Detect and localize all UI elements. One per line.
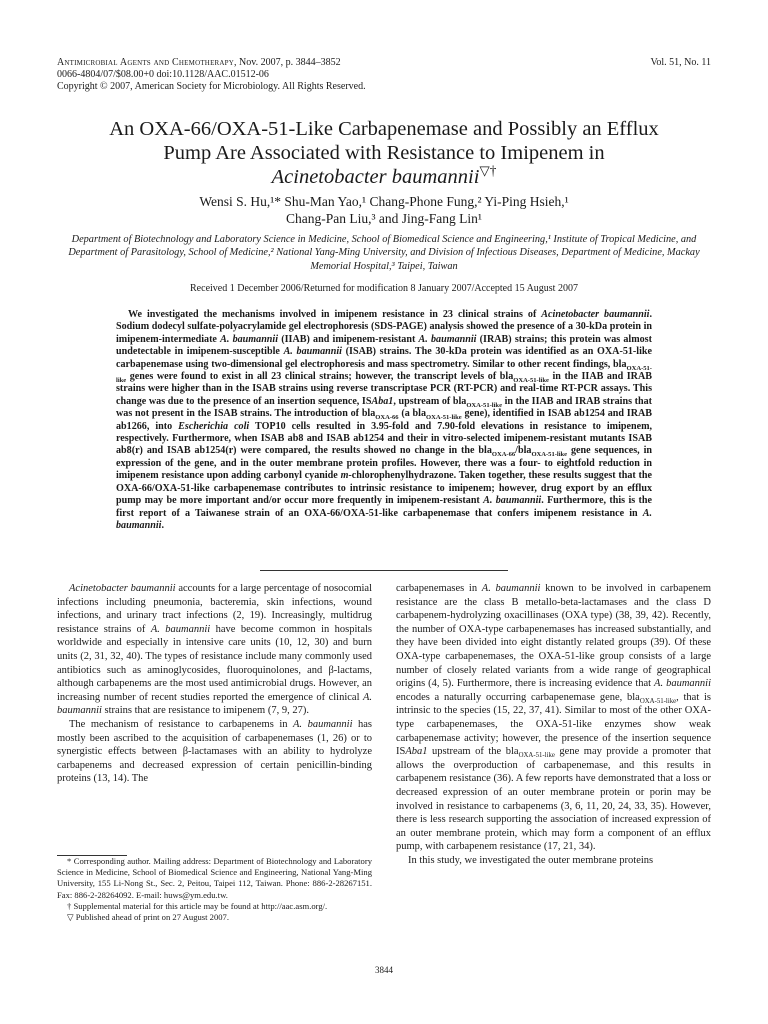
- body-text: has mostly been ascribed to the acquisition of carbapenemases (1, 26) or to synergistic effects between β-lactamases with an ability to hydrolyze carbapenems and decreased expression of certain penicillin-binding proteins (13, 14). The: [57, 718, 372, 785]
- abstract-species: A. baumannii: [483, 495, 542, 507]
- author-list: [100, 193, 668, 227]
- running-header: [57, 57, 366, 92]
- species-name: Aba1: [405, 746, 428, 758]
- body-text: , that is intrinsic to the species (15, 22, 37, 41). Similar to most of the other OXA-type carbapenemases, the OXA-51-like enzymes show weak carbapenemase activity; however, the presence of the insertion sequence IS: [396, 691, 711, 758]
- abstract-text: -chlorophenylhydrazone. Taken together, these results suggest that the OXA-66/OXA-51-like carbapenemase contributes to intrinsic resistance to imipenem; however, drug export by an efflux pump may be more important and/or occur more frequently in imipenem-resistant: [116, 470, 653, 507]
- body-text: gene may provide a promoter that allows the overproduction of carbapenemase, and this results in carbapenem resistance (36). A few reports have demonstrated that a loss or decreased expression of an outer membrane protein or porin may be involved in resistance to carbapenems (3, 6, 11, 20, 24, 33, 35). However, there is less research supporting the association of increased expression of an outer membrane protein, which may form a component of an efflux pump, with carbapenem resistance (17, 21, 34).: [396, 746, 711, 853]
- footnotes: [57, 856, 372, 923]
- authors-line-1: Wensi S. Hu,¹* Shu-Man Yao,¹ Chang-Phone Fung,² Yi-Ping Hsieh,¹: [199, 194, 569, 209]
- abstract-text: .: [161, 519, 164, 531]
- abstract-text: gene), identified in ISAB ab1254 and IRAB ab1266, into: [116, 408, 653, 432]
- abstract-species: A. baumannii: [116, 507, 652, 531]
- abstract-divider: [260, 570, 508, 571]
- body-text: The mechanism of resistance to carbapenems in: [69, 718, 294, 730]
- abstract-species: Escherichia coli: [178, 420, 250, 432]
- abstract-species: Aba1: [371, 395, 394, 407]
- abstract-species: Acinetobacter baumannii: [541, 309, 650, 320]
- title-line-3: [60, 165, 708, 189]
- abstract-text: . Sodium dodecyl sulfate-polyacrylamide gel electrophoresis (SDS-PAGE) analysis showed the presence of a 30-kDa protein in imipenem-intermediate: [116, 309, 652, 345]
- abstract-text: gene sequences, in expression of the gene, and in the outer membrane protein profiles. However, there was a four- to eightfold reduction in imipenem resistance upon adding carbonyl cyanide: [116, 445, 653, 482]
- species-name: A. baumannii: [654, 678, 711, 690]
- title-line-2: Pump Are Associated with Resistance to Imipenem in: [163, 142, 605, 164]
- abstract-text: . Furthermore, this is the first report of a Taiwanese strain of an OXA-66/OXA-51-like carbapenemase that confers imipenem resistance in: [116, 495, 652, 519]
- abstract-species: A. baumannii: [418, 333, 477, 345]
- abstract-species: m: [340, 470, 349, 482]
- abstract-text: genes were found to exist in all 23 clinical strains; however, the transcript levels of bla: [126, 371, 514, 383]
- body-text: upstream of the bla: [427, 746, 519, 758]
- gene-subscript: OXA-51-like: [116, 364, 652, 385]
- abstract-text: in the IIAB and IRAB strains that was not present in the ISAB strains. The introduction of bla: [116, 395, 653, 420]
- body-column-right: [396, 582, 711, 867]
- species-name: A. baumannii: [481, 583, 541, 594]
- body-column-left: [57, 582, 372, 786]
- journal-name: Antimicrobial Agents and Chemotherapy: [57, 57, 235, 68]
- volume-info: Vol. 51, No. 11: [650, 57, 711, 68]
- title-line-1: An OXA-66/OXA-51-Like Carbapenemase and Possibly an Efflux: [109, 118, 659, 140]
- gene-subscript: OXA-51-like: [639, 697, 677, 705]
- body-paragraph: [57, 582, 372, 718]
- body-paragraph: [57, 718, 372, 786]
- species-name: A. baumannii: [57, 691, 372, 717]
- body-text: encodes a naturally occurring carbapenemase gene, bla: [396, 691, 640, 703]
- page-number: 3844: [375, 965, 393, 975]
- abstract-text: TOP10 cells resulted in 3.95-fold and 7.90-fold elevations in resistance to imipenem, respectively. Furthermore, when ISAB ab8 and ISAB ab1254 and their in vitro-selected imipenem-resistant mutants ISAB ab8(r) and ISAB ab1254(r) were compared, the results showed no change in the bla: [116, 420, 652, 457]
- body-paragraph: In this study, we investigated the outer membrane proteins: [408, 854, 654, 866]
- species-name: A. baumannii: [150, 623, 211, 635]
- abstract-species: A. baumannii: [283, 346, 342, 358]
- affiliations: Department of Biotechnology and Laboratory Science in Medicine, School of Biomedical Science and Engineering,¹ Institute of Tropical Medicine, and Department of Parasitology, School of Medicine,² National Yang-Ming University, and Division of Infectious Diseases, Department of Medicine, Mackay Memorial Hospital,³ Taipei, Taiwan: [68, 234, 700, 272]
- abstract-species: A. baumannii: [220, 333, 279, 345]
- journal-citation: [57, 57, 366, 69]
- species-name: Acinetobacter baumannii: [69, 583, 176, 594]
- issue-info: , Nov. 2007, p. 3844–3852: [234, 57, 341, 68]
- body-paragraph: [396, 582, 711, 854]
- article-title: [60, 117, 708, 189]
- gene-subscript: OXA-51-like: [531, 451, 568, 459]
- doi-line: 0066-4804/07/$08.00+0 doi:10.1128/AAC.01512-06: [57, 68, 269, 80]
- gene-subscript: OXA-66: [375, 414, 399, 422]
- abstract-text: (IIAB) and imipenem-resistant: [278, 333, 419, 345]
- gene-subscript: OXA-66: [491, 451, 516, 459]
- abstract-text: /bla: [515, 445, 532, 457]
- received-dates: Received 1 December 2006/Returned for modification 8 January 2007/Accepted 15 August 2007: [190, 283, 578, 294]
- abstract-text: (IRAB) strains; this protein was almost undetectable in imipenem-susceptible: [116, 333, 652, 358]
- body-text: have become common in hospitals worldwide and especially in intensive care units (10, 12, 30) and burn units (2, 31, 32, 40). The types of resistance include many commonly used antibiotics such as aminoglycosides, fluoroquinolones, and β-lactams, although carbapenems are the most used antimicrobial drugs. However, an increasing number of recent studies reported the emergence of clinical: [57, 623, 372, 703]
- title-species: Acinetobacter baumannii: [271, 166, 480, 188]
- footnote-supplemental: † Supplemental material for this article may be found at http://aac.asm.org/.: [67, 900, 328, 911]
- authors-line-2: Chang-Pan Liu,³ and Jing-Fang Lin¹: [286, 211, 482, 226]
- body-text: strains that are resistance to imipenem (7, 9, 27).: [101, 705, 309, 717]
- abstract-text: in the IIAB and IRAB strains were higher than in the ISAB strains using reverse transcriptase PCR (RT-PCR) and real-time RT-PCR assays. This change was due to the presence of an insertion sequence, IS: [116, 371, 652, 407]
- body-text: carbapenemases in: [396, 583, 482, 594]
- footnote-published-ahead: ▽ Published ahead of print on 27 August 2007.: [67, 912, 230, 923]
- gene-subscript: OXA-51-like: [466, 401, 502, 409]
- abstract-text: (a bla: [398, 408, 427, 420]
- body-text: accounts for a large percentage of nosocomial infections including pneumonia, bacteremia, skin infections, wound infections, and urinary tract infections (2, 19). Increasingly, multidrug resistance strains of: [57, 583, 372, 635]
- copyright-line: Copyright © 2007, American Society for Microbiology. All Rights Reserved.: [57, 80, 366, 92]
- gene-subscript: OXA-51-like: [513, 377, 549, 385]
- abstract-text: , upstream of bla: [393, 395, 467, 407]
- abstract: [116, 309, 652, 532]
- abstract-text: (ISAB) strains. The 30-kDa protein was identified as an OXA-51-like carbapenemase using two-dimensional gel electrophoresis and mass spectrometry. Similar to other recent findings, bla: [116, 346, 652, 370]
- gene-subscript: OXA-51-like: [518, 752, 555, 760]
- body-text: known to be involved in carbapenem resistance are the class B metallo-beta-lactamases and the class D carbapenem-hydrolyzing oxacillinases (OXA type) (38, 39, 42). Recently, the number of OXA-type carbapenemases has increased substantially, and they have been divided into eight distantly related groups (39). Of these OXA-type carbapenemases, the OXA-51-like group consists of a large number of closely related variants from a wide range of geographical origins (4, 5). Furthermore, there is increasing evidence that: [396, 583, 711, 690]
- title-marks: ▽†: [479, 163, 497, 179]
- species-name: A. baumannii: [293, 718, 353, 730]
- abstract-text: We investigated the mechanisms involved in imipenem resistance in 23 clinical strains of: [128, 309, 542, 320]
- gene-subscript: OXA-51-like: [426, 414, 462, 422]
- footnote-corresponding-author: * Corresponding author. Mailing address: Department of Biotechnology and Laboratory Science in Medicine, School of Biomedical Science and Engineering, National Yang-Ming University, 155 Li-Nong St., Sec. 2, Peitou, Taipei 112, Taiwan. Phone: 886-2-28267151. Fax: 886-2-28264092. E-mail: huws@ym.edu.tw.: [57, 856, 372, 900]
